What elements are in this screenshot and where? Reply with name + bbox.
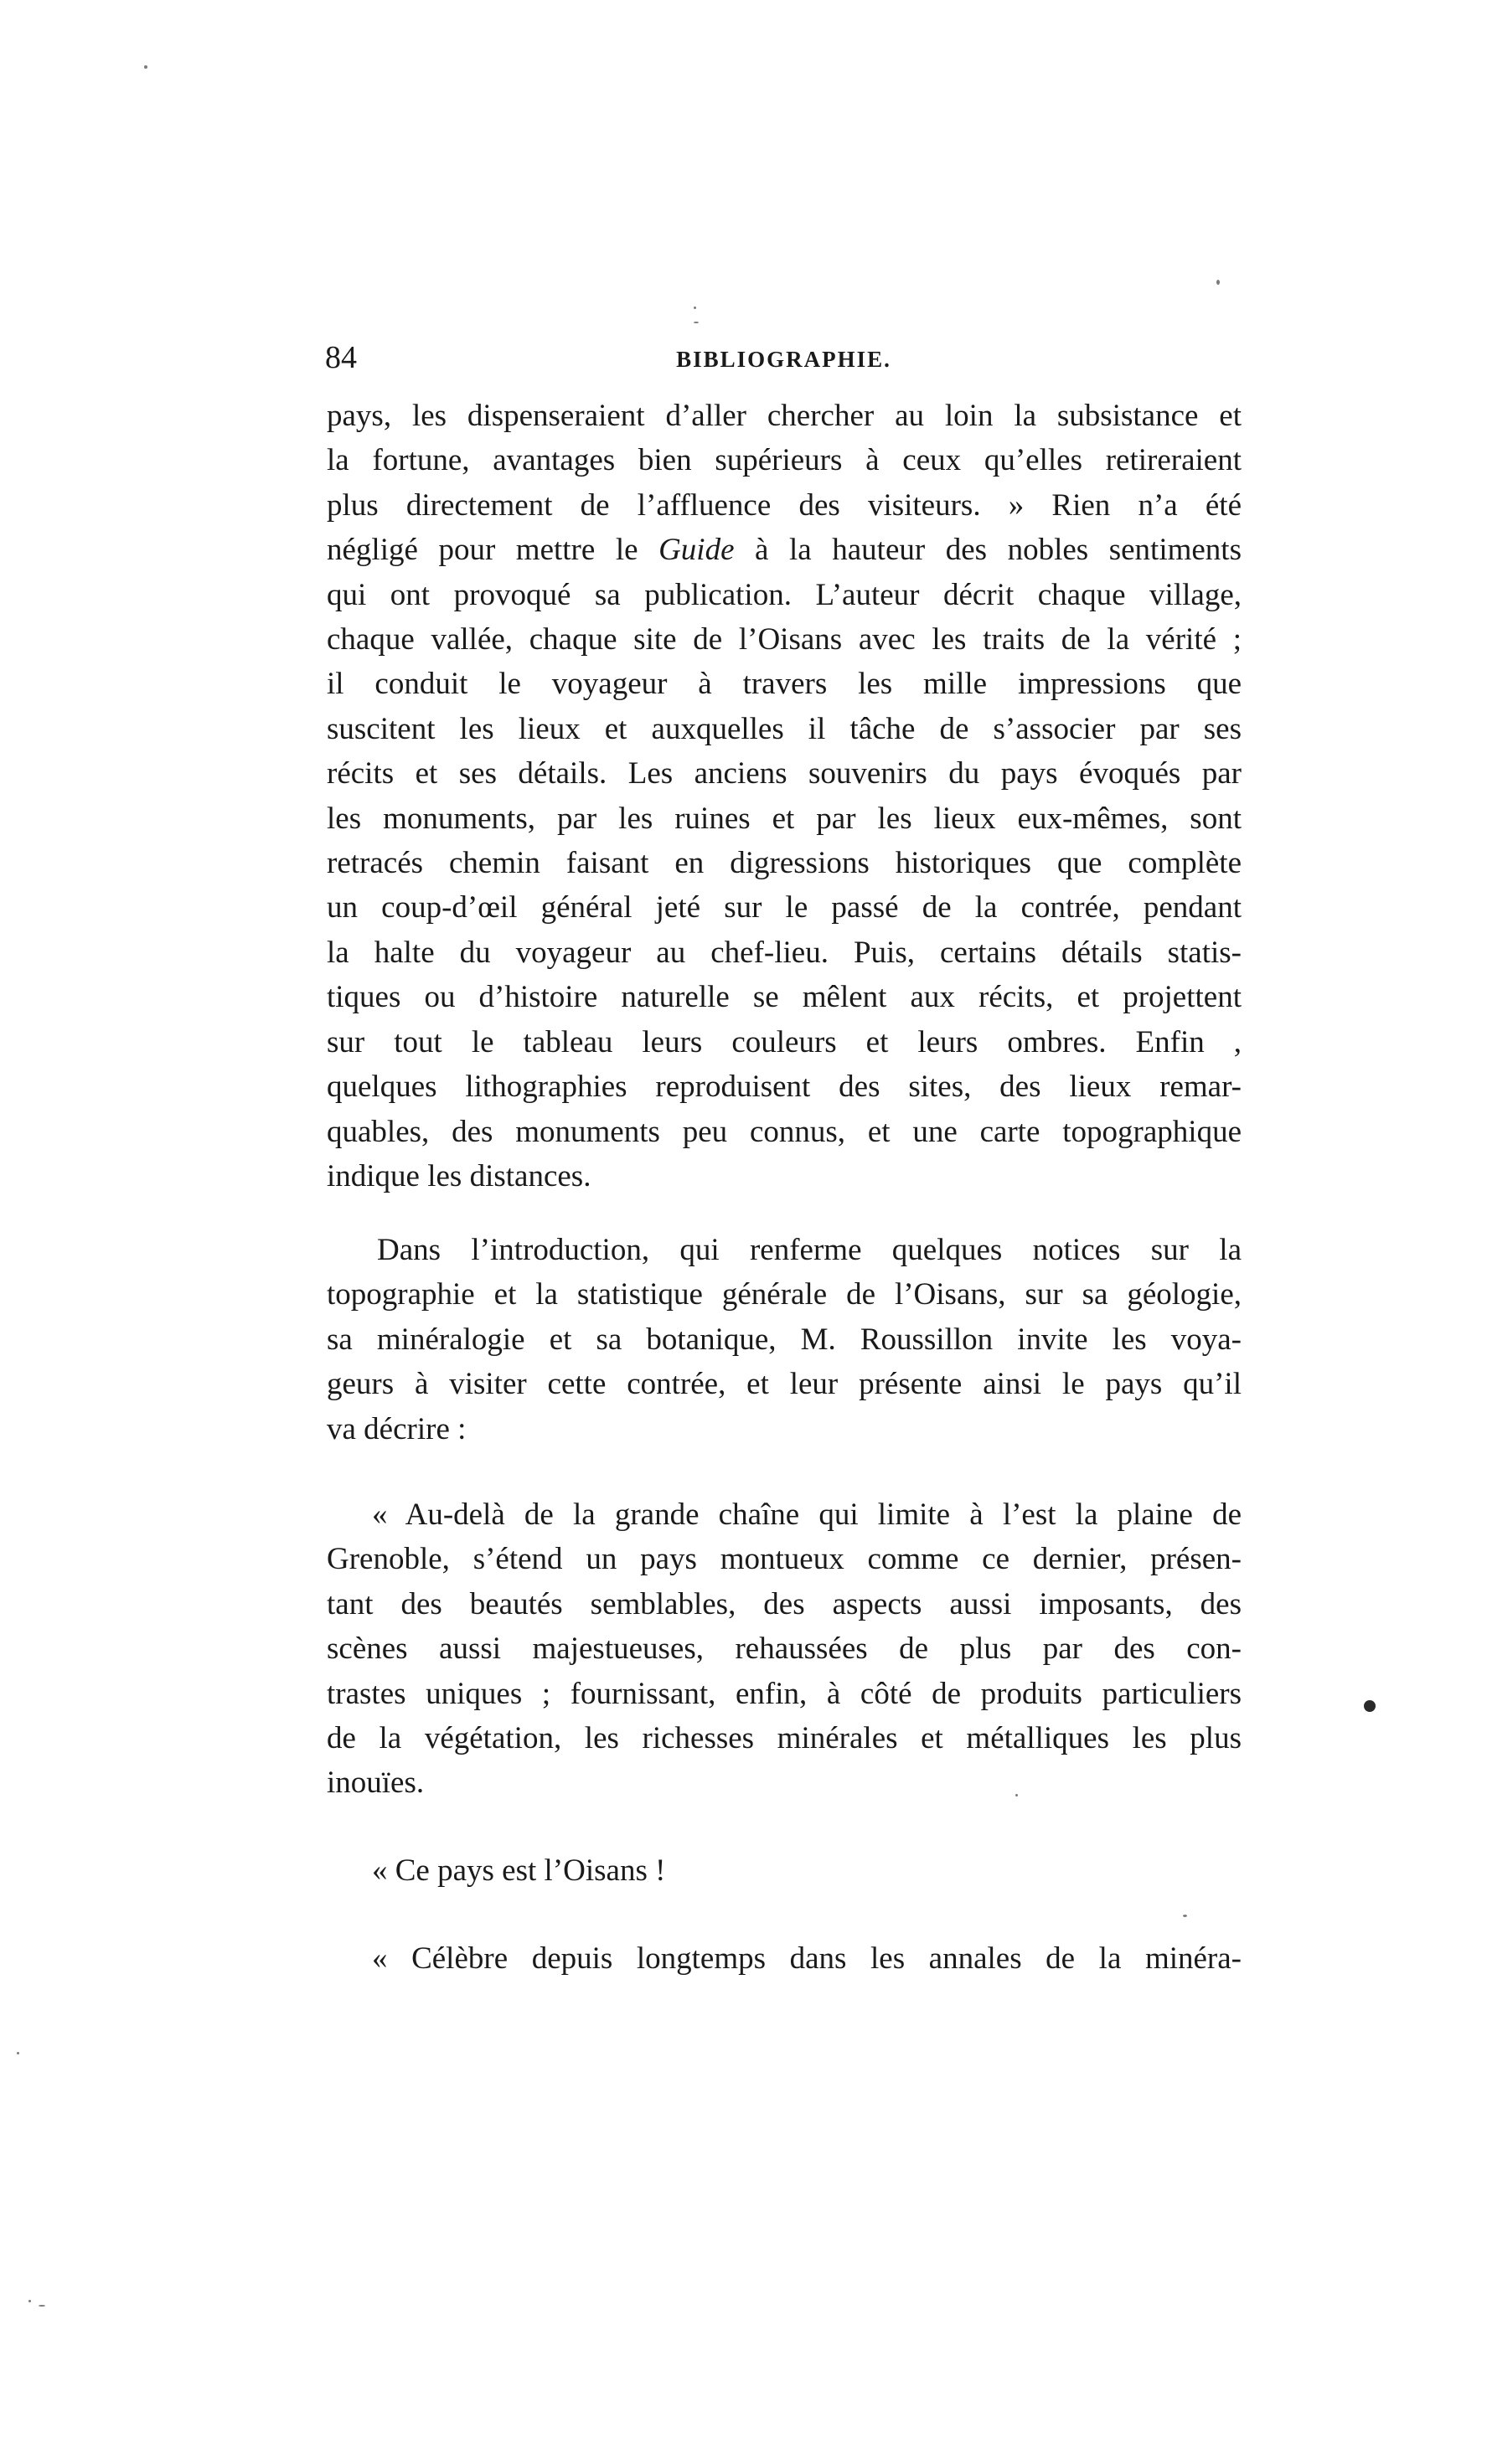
page-header [325, 337, 1242, 379]
paragraph-1 [327, 394, 1242, 1198]
text-line: Dans l’introduction, qui renferme quelques notices sur la [377, 1233, 1242, 1267]
paragraph-3-quote [327, 1492, 1242, 1806]
text-line: Grenoble, s’étend un pays montueux comme ce dernier, présen- [327, 1542, 1242, 1577]
text-line: un coup-d’œil général jeté sur le passé de la contrée, pendant [327, 890, 1242, 925]
text-line: sa minéralogie et sa botanique, M. Roussillon invite les voya- [327, 1322, 1242, 1357]
scan-speck [28, 2300, 31, 2302]
text-line: « Ce pays est l’Oisans ! [372, 1853, 666, 1888]
guide-title: Guide [658, 533, 735, 568]
running-head: BIBLIOGRAPHIE. [676, 347, 891, 372]
text-line: « Célèbre depuis longtemps dans les annales de la minéra- [372, 1941, 1242, 1976]
text-line: tiques ou d’histoire naturelle se mêlent aux récits, et projettent [327, 980, 1242, 1015]
text-line: inouïes. [327, 1766, 425, 1801]
text-line: quelques lithographies reproduisent des sites, des lieux remar- [327, 1070, 1242, 1105]
text-line: geurs à visiter cette contrée, et leur présente ainsi le pays qu’il [327, 1367, 1242, 1402]
text-line: va décrire : [327, 1411, 467, 1446]
scan-speck [1216, 280, 1220, 285]
text-line: suscitent les lieux et auxquelles il tâche de s’associer par ses [327, 711, 1242, 746]
scan-speck [694, 307, 696, 309]
paragraph-5-quote [327, 1936, 1242, 1981]
scan-speck [694, 322, 699, 323]
paragraph-4-quote [327, 1848, 1242, 1893]
scan-speck [1183, 1915, 1187, 1917]
scan-speck [39, 2305, 45, 2307]
text-line: la halte du voyageur au chef-lieu. Puis, certains détails statis- [327, 935, 1242, 970]
text-line: topographie et la statistique générale de l’Oisans, sur sa géologie, [327, 1277, 1242, 1312]
scan-speck [1364, 1700, 1376, 1712]
text-segment: négligé pour mettre le [327, 533, 659, 568]
text-line: récits et ses détails. Les anciens souvenirs du pays évoqués par [327, 756, 1242, 791]
page-number: 84 [325, 340, 357, 375]
scan-speck [17, 2052, 19, 2054]
text-line [327, 528, 1242, 572]
text-line: tant des beautés semblables, des aspects aussi imposants, des [327, 1586, 1242, 1621]
text-line: les monuments, par les ruines et par les lieux eux-mêmes, sont [327, 801, 1242, 836]
text-line: quables, des monuments peu connus, et une carte topographique [327, 1114, 1242, 1149]
text-line: retracés chemin faisant en digressions historiques que complète [327, 846, 1242, 881]
text-line: pays, les dispenseraient d’aller chercher au loin la subsistance et [327, 399, 1242, 433]
text-line: qui ont provoqué sa publication. L’auteur décrit chaque village, [327, 577, 1242, 612]
text-line: sur tout le tableau leurs couleurs et leurs ombres. Enfin , [327, 1024, 1242, 1059]
text-line: « Au-delà de la grande chaîne qui limite à l’est la plaine de [372, 1497, 1242, 1532]
text-line: la fortune, avantages bien supérieurs à ceux qu’elles retireraient [327, 443, 1242, 478]
scan-speck [144, 65, 147, 69]
text-line: de la végétation, les richesses minérales et métalliques les plus [327, 1721, 1242, 1756]
text-line: trastes uniques ; fournissant, enfin, à côté de produits particuliers [327, 1676, 1242, 1711]
text-line: scènes aussi majestueuses, rehaussées de plus par des con- [327, 1631, 1242, 1667]
text-line: indique les distances. [327, 1158, 591, 1193]
text-segment: à la hauteur des nobles sentiments [734, 533, 1242, 568]
paragraph-2 [327, 1228, 1242, 1451]
text-line: il conduit le voyageur à travers les mille impressions que [327, 667, 1242, 702]
text-line: chaque vallée, chaque site de l’Oisans avec les traits de la vérité ; [327, 622, 1242, 657]
scan-speck [1015, 1794, 1018, 1796]
text-line: plus directement de l’affluence des visiteurs. » Rien n’a été [327, 487, 1242, 523]
